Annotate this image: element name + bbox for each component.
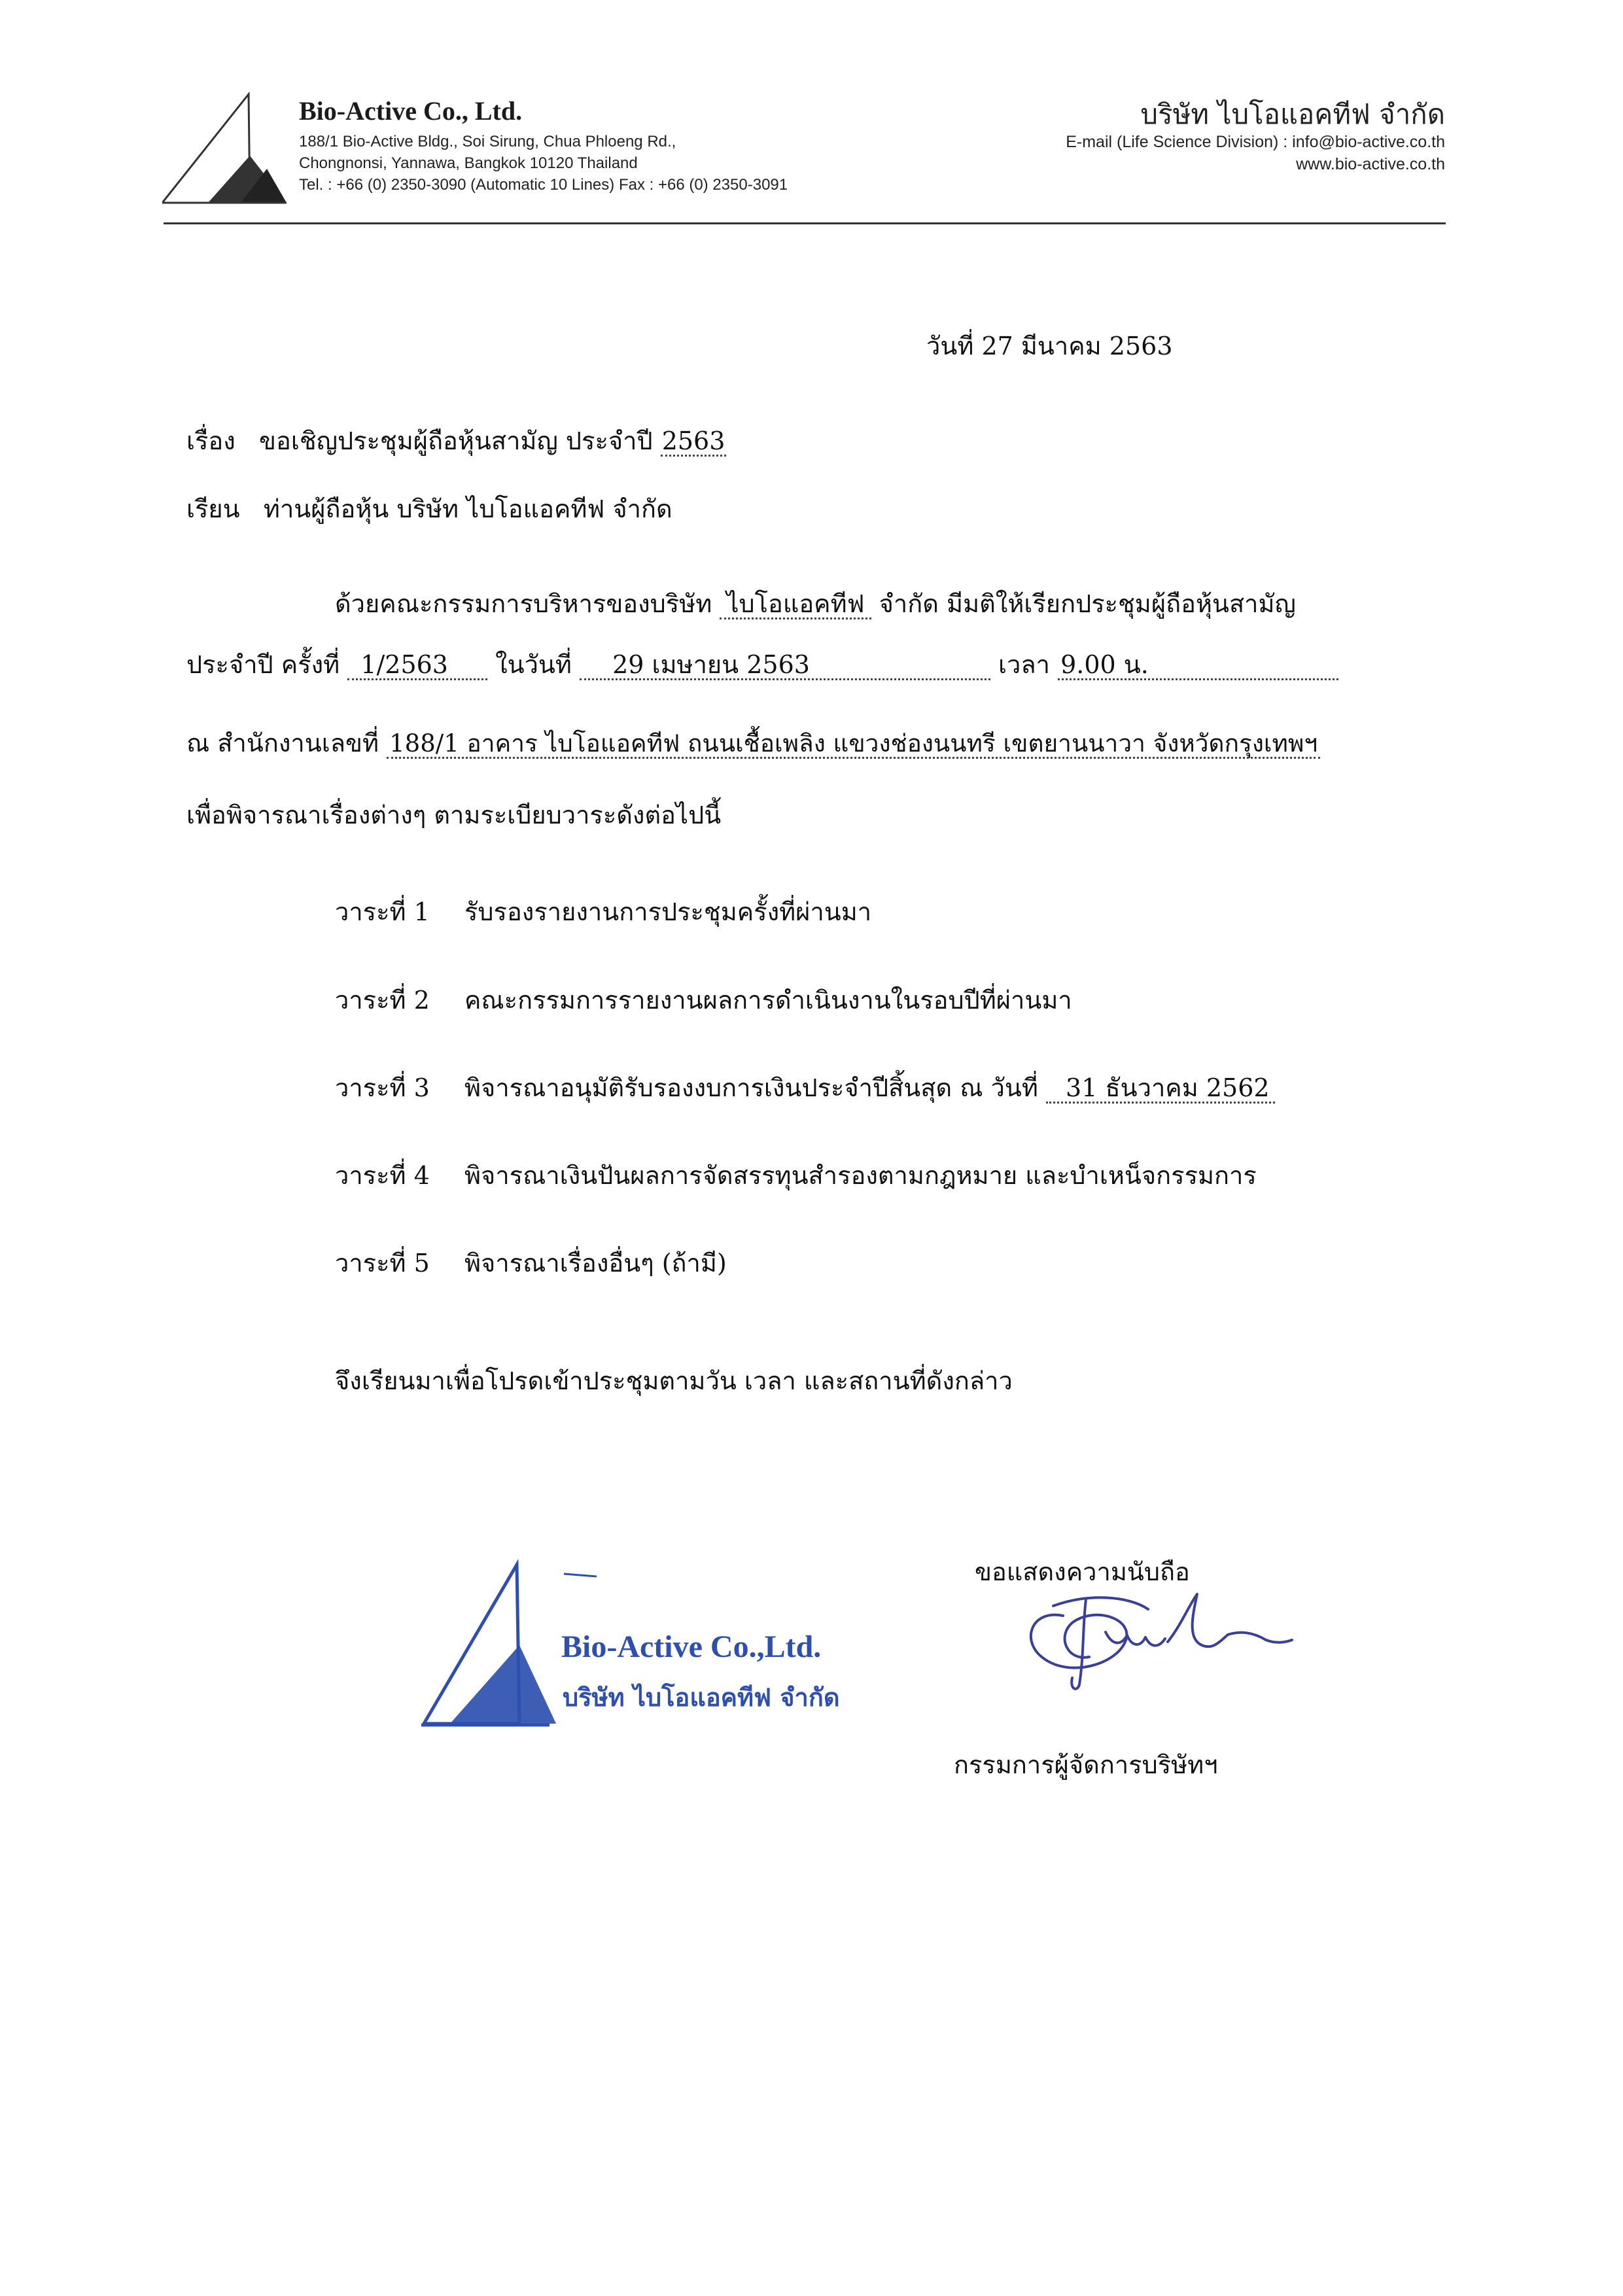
paragraph-line-4: เพื่อพิจารณาเรื่องต่างๆ ตามระเบียบวาระดังต่อไปนี้ (186, 801, 722, 829)
regards-line: ขอแสดงความนับถือ (975, 1557, 1190, 1586)
agenda-item-2 (335, 980, 1072, 1020)
stamp-name-en: Bio-Active Co.,Ltd. (561, 1629, 822, 1664)
para1-text-b: จำกัด มีมติให้เรียกประชุมผู้ถือหุ้นสามัญ (879, 589, 1296, 618)
meeting-number-fill: 1/2563 (347, 652, 487, 680)
para2-text-b: ในวันที่ (495, 650, 572, 679)
agenda-text: พิจารณาเรื่องอื่นๆ (ถ้ามี) (464, 1249, 727, 1278)
salutation-text: ท่านผู้ถือหุ้น บริษัท ไบโอแอคทีฟ จำกัด (263, 495, 672, 523)
agenda-text: คณะกรรมการรายงานผลการดำเนินงานในรอบปีที่ผ่านมา (464, 986, 1072, 1015)
agenda-text: พิจารณาเงินปันผลการจัดสรรทุนสำรองตามกฎหมาย และบำเหน็จกรรมการ (464, 1161, 1257, 1190)
stamp-name-th: บริษัท ไบโอแอคทีฟ จำกัด (563, 1683, 840, 1712)
subject-label: เรื่อง (186, 426, 236, 455)
salutation-label: เรียน (186, 495, 240, 523)
company-name-en: Bio-Active Co., Ltd. (299, 96, 523, 126)
company-fill: ไบโอแอคทีฟ (720, 591, 871, 619)
meeting-time-fill: 9.00 น. (1058, 652, 1338, 680)
company-contact (1066, 131, 1445, 175)
paragraph-line-2 (186, 644, 1338, 684)
address-line: Tel. : +66 (0) 2350-3090 (Automatic 10 Lines) Fax : +66 (0) 2350-3091 (299, 176, 788, 194)
fiscal-date-fill: 31 ธันวาคม 2562 (1046, 1075, 1275, 1104)
agenda-item-4 (335, 1155, 1257, 1195)
email-line: E-mail (Life Science Division) : info@bio-active.co.th (1066, 133, 1445, 151)
letter-date: วันที่ 27 มีนาคม 2563 (926, 332, 1173, 360)
para2-text-a: ประจำปี ครั้งที่ (186, 650, 340, 679)
subject-text: ขอเชิญประชุมผู้ถือหุ้นสามัญ ประจำปี (259, 426, 653, 455)
meeting-date-fill: 29 เมษายน 2563 (580, 652, 990, 680)
agenda-number: วาระที่ 2 (335, 986, 430, 1015)
subject-year: 2563 (661, 426, 725, 455)
para1-text-a: ด้วยคณะกรรมการบริหารของบริษัท (335, 589, 712, 618)
agenda-item-5 (335, 1243, 727, 1283)
subject-line (186, 421, 726, 461)
company-address (299, 131, 788, 196)
website-line: www.bio-active.co.th (1296, 155, 1445, 173)
agenda-text: พิจารณาอนุมัติรับรองงบการเงินประจำปีสิ้นสุด ณ วันที่ (464, 1073, 1038, 1102)
agenda-number: วาระที่ 3 (335, 1073, 430, 1102)
address-line: 188/1 Bio-Active Bldg., Soi Sirung, Chua Phloeng Rd., (299, 133, 676, 150)
closing-line: จึงเรียนมาเพื่อโปรดเข้าประชุมตามวัน เวลา และสถานที่ดังกล่าว (335, 1366, 1013, 1395)
company-name-th: บริษัท ไบโอแอคทีฟ จำกัด (1140, 98, 1445, 130)
agenda-text: รับรองรายงานการประชุมครั้งที่ผ่านมา (464, 897, 872, 926)
paragraph-line-3 (186, 723, 1320, 763)
para2-text-c: เวลา (998, 650, 1050, 679)
agenda-number: วาระที่ 5 (335, 1249, 430, 1278)
agenda-number: วาระที่ 1 (335, 897, 430, 926)
address-line: Chongnonsi, Yannawa, Bangkok 10120 Thailand (299, 154, 638, 172)
paragraph-line-1 (335, 583, 1296, 623)
agenda-number: วาระที่ 4 (335, 1161, 430, 1190)
salutation-line (186, 489, 672, 529)
header-divider (164, 222, 1446, 224)
para3-text-a: ณ สำนักงานเลขที่ (186, 729, 379, 757)
company-logo (162, 90, 287, 207)
agenda-item-1 (335, 892, 871, 931)
agenda-item-3 (335, 1068, 1275, 1107)
signature (1017, 1580, 1318, 1697)
signer-title: กรรมการผู้จัดการบริษัทฯ (954, 1750, 1218, 1779)
meeting-place-fill: 188/1 อาคาร ไบโอแอคทีฟ ถนนเชื้อเพลิง แขวงช่องนนทรี เขตยานนาวา จังหวัดกรุงเทพฯ (387, 731, 1320, 759)
